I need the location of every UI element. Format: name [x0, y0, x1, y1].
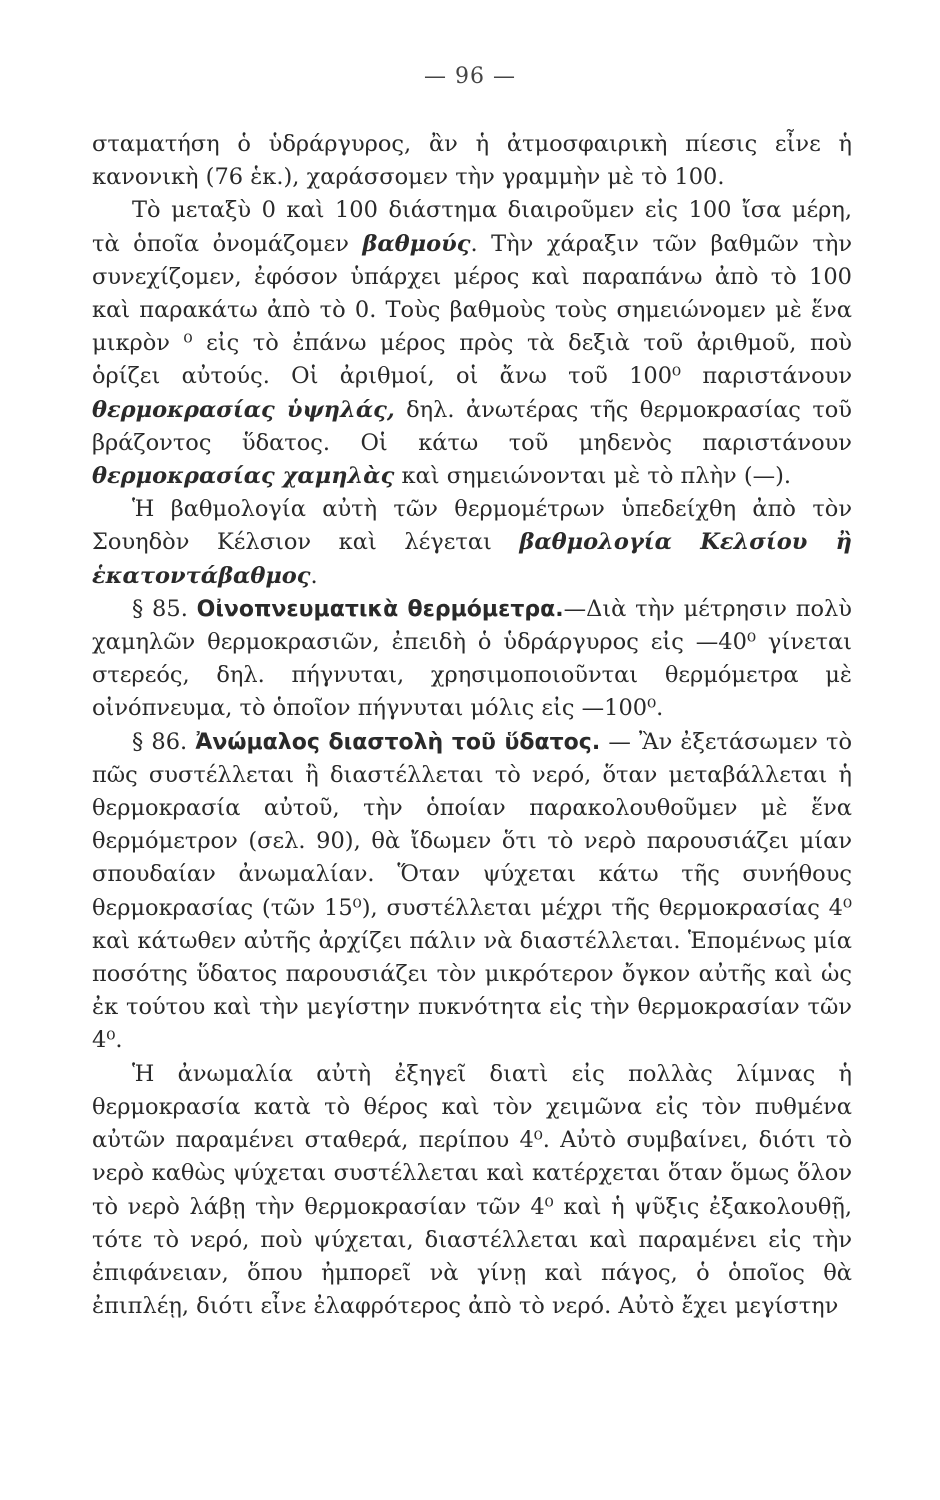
page-body [92, 128, 852, 1323]
text-run: σταματήση ὁ ὑδράργυρος, ἂν ἡ ἀτμοσφαιρικὴ πίεσις εἶνε ἡ κανονικὴ (76 ἑκ.), χαράσσομεν τὴν γραμμὴν μὲ τὸ 100. [92, 131, 852, 191]
text-run: Ἡ βαθμολογία αὐτὴ τῶν θερμομέτρων ὑπεδείχθη ἀπὸ τὸν Σουηδὸν Κέλσιον καὶ λέγεται [92, 496, 852, 556]
paragraph-degrees [92, 194, 852, 493]
text-run: καὶ σημειώνονται μὲ τὸ πλὴν (—). [394, 463, 792, 490]
section-heading: Οἰνοπνευματικὰ θερμόμετρα. [196, 596, 564, 622]
text-run: δηλ. ἀνωτέρας τῆς θερμοκρασίας τοῦ βράζοντος ὕδατος. Οἱ κάτω τοῦ μηδενὸς παριστάνουν [92, 396, 852, 456]
emphasis-term: βαθμούς [362, 230, 471, 257]
emphasis-term: θερμοκρασίας ὑψηλάς, [92, 396, 395, 423]
section-number: § 85. [132, 595, 197, 622]
text-run: . [310, 562, 318, 589]
text-run: — Ἂν ἐξετάσωμεν τὸ πῶς συστέλλεται ἢ διαστέλλεται τὸ νερό, ὅταν μεταβάλλεται ἡ θερμοκρασία αὐτοῦ, τὴν ὁποίαν παρακολουθοῦμεν μὲ ἕνα θερμόμετρον (σελ. 90), θὰ ἴδωμεν ὅτι τὸ νερὸ παρουσιάζει μίαν σπουδαίαν ἀνωμαλίαν. Ὅταν ψύχεται κάτω τῆς συνήθους θερμοκρασίας (τῶν 15⁰), συστέλλεται μέχρι τῆς θερμοκρασίας 4⁰ καὶ κάτωθεν αὐτῆς ἀρχίζει πάλιν νὰ διαστέλλεται. Ἑπομένως μία ποσότης ὕδατος παρουσιάζει τὸν μικρότερον ὄγκον αὐτῆς καὶ ὡς ἐκ τούτου καὶ τὴν μεγίστην πυκνότητα εἰς τὴν θερμοκρασίαν τῶν 4⁰. [92, 728, 852, 1054]
emphasis-term: βαθμολογία Κελσίου ἢ ἑκατοντάβαθμος [92, 529, 852, 589]
text-run: —Διὰ τὴν μέτρησιν πολὺ χαμηλῶν θερμοκρασιῶν, ἐπειδὴ ὁ ὑδράργυρος εἰς —40⁰ γίνεται στερεός, δηλ. πήγνυται, χρησιμοποιοῦνται θερμόμετρα μὲ οἰνόπνευμα, τὸ ὁποῖον πήγνυται μόλις εἰς —100⁰. [92, 595, 852, 722]
section-heading: Ἀνώμαλος διαστολὴ τοῦ ὕδατος. [195, 729, 601, 755]
section-85 [92, 593, 852, 726]
paragraph-lakes [92, 1058, 852, 1324]
page-number: — 96 — [424, 64, 516, 89]
section-86 [92, 726, 852, 1058]
text-run: Τὸ μεταξὺ 0 καὶ 100 διάστημα διαιροῦμεν εἰς 100 ἴσα μέρη, τὰ ὁποῖα ὀνομάζομεν [92, 197, 852, 257]
section-number: § 86. [132, 728, 196, 755]
text-run: . Τὴν χάραξιν τῶν βαθμῶν τὴν συνεχίζομεν, ἐφόσον ὑπάρχει μέρος καὶ παραπάνω ἀπὸ τὸ 100 καὶ παρακάτω ἀπὸ τὸ 0. Τοὺς βαθμοὺς τοὺς σημειώνομεν μὲ ἕνα μικρὸν ⁰ εἰς τὸ ἐπάνω μέρος πρὸς τὰ δεξιὰ τοῦ ἀριθμοῦ, ποὺ ὁρίζει αὐτούς. Οἱ ἀριθμοί, οἱ ἄνω τοῦ 100⁰ παριστάνουν [92, 230, 852, 390]
emphasis-term: θερμοκρασίας χαμηλὰς [92, 463, 395, 490]
paragraph-celsius [92, 493, 852, 593]
text-run: Ἡ ἀνωμαλία αὐτὴ ἐξηγεῖ διατὶ εἰς πολλὰς λίμνας ἡ θερμοκρασία κατὰ τὸ θέρος καὶ τὸν χειμῶνα εἰς τὸν πυθμένα αὐτῶν παραμένει σταθερά, περίπου 4⁰. Αὐτὸ συμβαίνει, διότι τὸ νερὸ καθὼς ψύχεται συστέλλεται καὶ κατέρχεται ὅταν ὅμως ὅλον τὸ νερὸ λάβῃ τὴν θερμοκρασίαν τῶν 4⁰ καὶ ἡ ψῦξις ἐξακολουθῇ, τότε τὸ νερό, ποὺ ψύχεται, διαστέλλεται καὶ παραμένει εἰς τὴν ἐπιφάνειαν, ὅπου ἠμπορεῖ νὰ γίνῃ καὶ πάγος, ὁ ὁποῖος θὰ ἐπιπλέῃ, διότι εἶνε ἐλαφρότερος ἀπὸ τὸ νερό. Αὐτὸ ἔχει μεγίστην [92, 1060, 852, 1320]
paragraph-continuation [92, 128, 852, 194]
